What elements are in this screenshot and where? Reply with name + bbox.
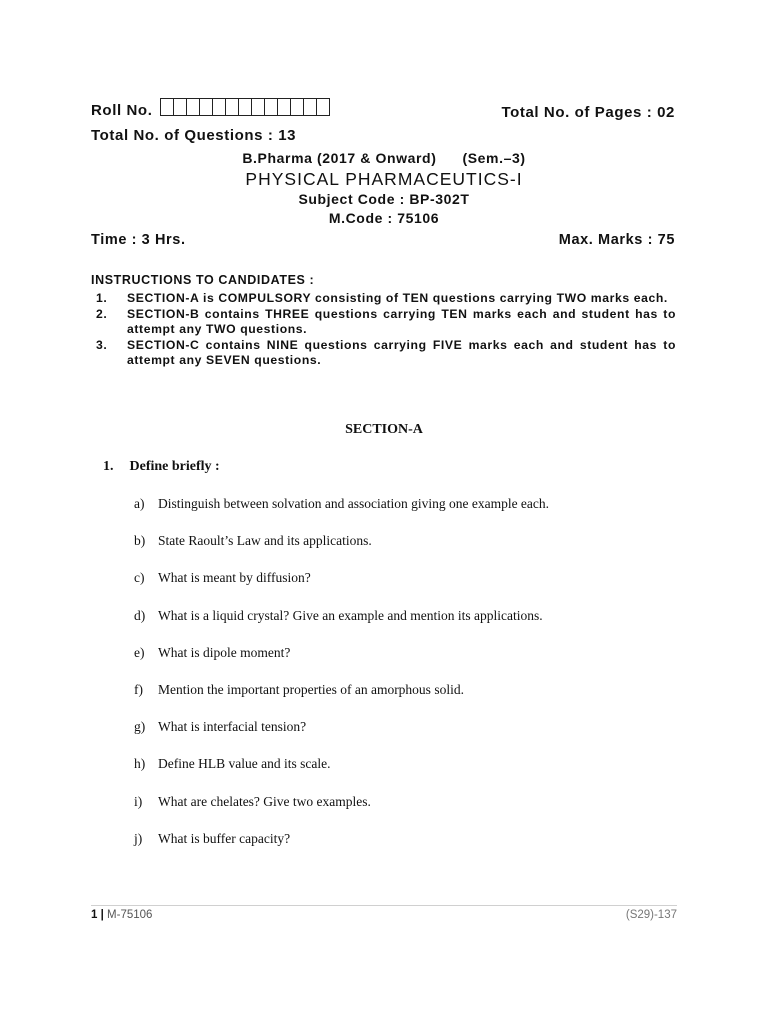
course-line <box>0 150 768 166</box>
roll-number-box <box>212 98 226 116</box>
instructions-title: INSTRUCTIONS TO CANDIDATES : <box>91 273 315 287</box>
max-marks: Max. Marks : 75 <box>558 232 675 248</box>
question-label: Define briefly : <box>129 459 220 474</box>
instructions-list <box>96 291 676 369</box>
sub-question <box>134 756 549 793</box>
sub-question-letter: g) <box>134 719 146 735</box>
footer-left <box>91 909 152 921</box>
sub-question-letter: h) <box>134 756 146 772</box>
footer-divider <box>91 905 677 906</box>
sub-question-text: What is dipole moment? <box>158 644 291 660</box>
sub-question-text: What is buffer capacity? <box>158 830 291 846</box>
roll-number-box <box>290 98 304 116</box>
sub-question <box>134 608 549 645</box>
total-pages: Total No. of Pages : 02 <box>501 104 675 121</box>
sub-question-letter: c) <box>134 570 145 586</box>
instruction-item <box>96 307 676 337</box>
footer-separator: | <box>100 909 104 921</box>
roll-number-box <box>160 98 174 116</box>
footer-code: M-75106 <box>107 909 153 921</box>
subject-code: Subject Code : BP-302T <box>298 191 470 207</box>
sub-question <box>134 570 549 607</box>
sub-question-letter: e) <box>134 644 145 660</box>
footer-paper-id: (S29)-137 <box>625 909 677 921</box>
footer-page-number: 1 <box>91 909 98 921</box>
sub-question-text: Distinguish between solvation and association giving one example each. <box>158 496 550 511</box>
course-name: B.Pharma (2017 & Onward) <box>242 150 437 166</box>
sub-question-list <box>134 496 549 868</box>
sub-question-text: Define HLB value and its scale. <box>158 756 331 772</box>
roll-number-box <box>264 98 278 116</box>
total-questions: Total No. of Questions : 13 <box>91 127 297 144</box>
m-code: M.Code : 75106 <box>328 210 440 226</box>
sub-question <box>134 719 549 756</box>
question-number: 1. <box>103 459 114 474</box>
sub-question-letter: d) <box>134 607 146 623</box>
sub-question <box>134 496 549 533</box>
sub-question-text: State Raoult’s Law and its applications. <box>158 533 372 549</box>
sub-question <box>134 533 549 570</box>
instruction-number: 3. <box>96 338 108 352</box>
sub-question-text: What is interfacial tension? <box>158 719 307 735</box>
sub-question-text: What are chelates? Give two examples. <box>158 793 371 809</box>
sub-question-letter: f) <box>134 681 143 697</box>
sub-question-text: What is a liquid crystal? Give an example and mention its applications. <box>158 607 543 623</box>
roll-number-box <box>238 98 252 116</box>
roll-number-box <box>225 98 239 116</box>
subject-title: PHYSICAL PHARMACEUTICS-I <box>245 169 523 189</box>
instruction-text: SECTION-C contains NINE questions carrying FIVE marks each and student has to attempt any SEVEN questions. <box>127 338 676 367</box>
section-a-heading: SECTION-A <box>345 422 423 437</box>
sub-question-text: Mention the important properties of an amorphous solid. <box>158 681 464 697</box>
instruction-item <box>96 291 676 306</box>
sub-question-letter: a) <box>134 496 145 511</box>
exam-time: Time : 3 Hrs. <box>91 232 186 248</box>
roll-number-box <box>303 98 317 116</box>
sub-question-letter: j) <box>134 830 143 846</box>
sub-question <box>134 645 549 682</box>
sub-question <box>134 794 549 831</box>
roll-number-label: Roll No. <box>91 102 153 119</box>
roll-number-box <box>186 98 200 116</box>
roll-number-boxes <box>160 98 329 116</box>
sub-question-letter: i) <box>134 793 143 809</box>
roll-number-box <box>251 98 265 116</box>
roll-number-box <box>316 98 330 116</box>
sub-question <box>134 682 549 719</box>
roll-number-box <box>199 98 213 116</box>
sub-question <box>134 831 549 868</box>
sub-question-letter: b) <box>134 533 146 549</box>
instruction-text: SECTION-B contains THREE questions carrying TEN marks each and student has to attempt any TWO questions. <box>127 307 676 336</box>
sub-question-text: What is meant by diffusion? <box>158 570 311 586</box>
instruction-item <box>96 338 676 368</box>
question-1 <box>103 459 220 475</box>
instruction-text: SECTION-A is COMPULSORY consisting of TEN questions carrying TWO marks each. <box>127 291 668 305</box>
instruction-number: 2. <box>96 307 108 321</box>
semester: (Sem.–3) <box>462 150 526 166</box>
roll-number-box <box>173 98 187 116</box>
roll-number-box <box>277 98 291 116</box>
instruction-number: 1. <box>96 291 108 305</box>
